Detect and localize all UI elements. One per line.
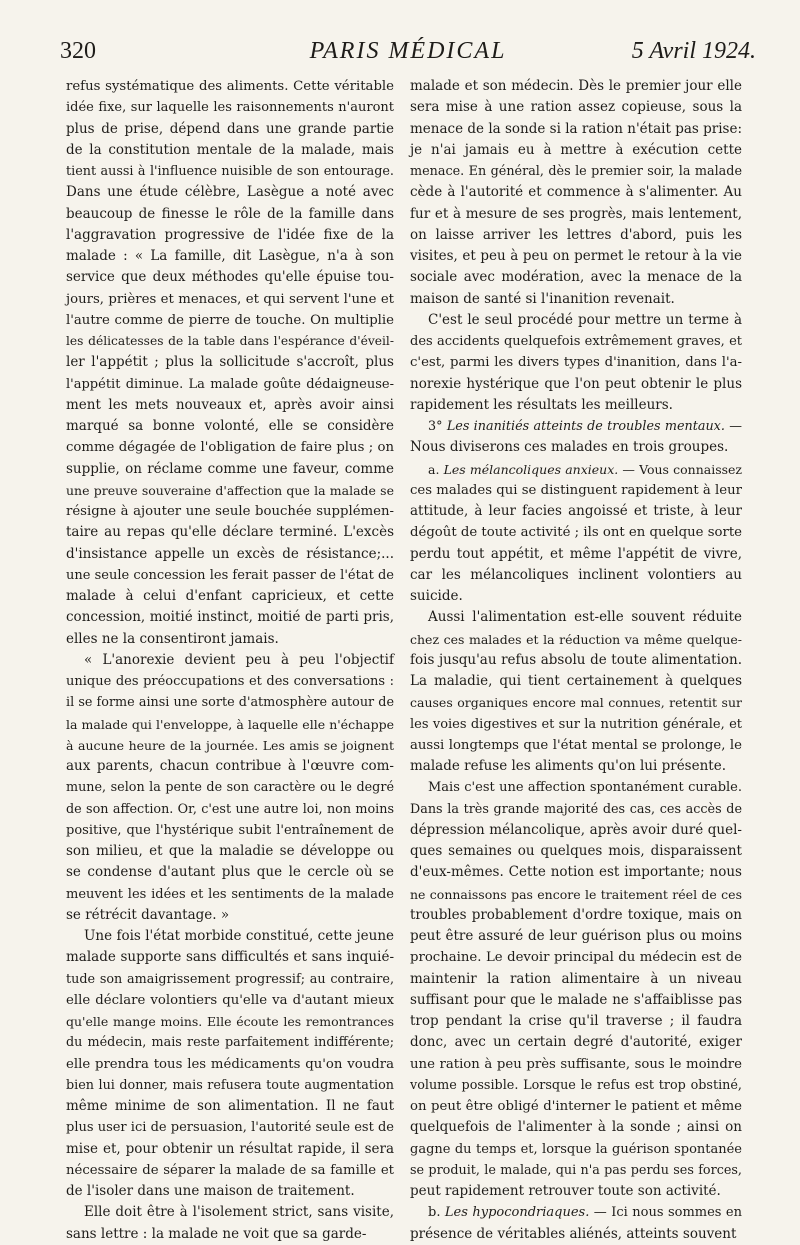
text-line: tient aussi à l'influence nuisible de son entourage. <box>66 164 394 179</box>
text-line: peut rapidement retrouver toute son activité. <box>410 1183 721 1199</box>
text-line: les voies digestives et sur la nutrition générale, et <box>410 716 742 732</box>
text-line: la malade qui l'enveloppe, à laquelle elle n'échappe <box>66 716 394 732</box>
text-line: se rétrécit davantage. » <box>66 906 230 923</box>
text-line: dépression mélancolique, après avoir duré quel- <box>410 821 742 838</box>
text-line: il se forme ainsi une sorte d'atmosphère autour de <box>66 695 394 711</box>
text-line: sociale avec modération, avec la menace de la <box>410 269 742 286</box>
text-line: norexie hystérique que l'on peut obtenir le plus <box>410 375 742 392</box>
text-line: de l'isoler dans une maison de traitement. <box>66 1183 355 1199</box>
text-line: on peut être obligé d'interner le patient et même <box>410 1099 742 1114</box>
text-line: malade et son médecin. Dès le premier jour elle <box>410 78 742 94</box>
text-line: Mais c'est une affection spontanément curable. <box>428 780 742 796</box>
text-line: meuvent les idées et les sentiments de la malade <box>66 886 394 902</box>
text-line: positive, que l'hystérique subit l'entraînement de <box>66 822 394 838</box>
text-line: malade refuse les aliments qu'on lui présente. <box>410 758 727 774</box>
text-line: a. Les mélancoliques anxieux. — Vous connaissez <box>428 461 743 477</box>
text-line: ques semaines ou quelques mois, disparaissent <box>410 843 742 859</box>
text-line: l'autre comme de pierre de touche. On multiplie <box>66 312 394 328</box>
text-line: causes organiques encore mal connues, retentit sur <box>410 695 742 711</box>
text-line: une seule concession les ferait passer de l'état de <box>66 567 394 583</box>
text-line: l'aggravation progressive de l'idée fixe de la <box>66 226 394 243</box>
text-line: maison de santé si l'inanition revenait. <box>410 290 675 307</box>
text-line: Une fois l'état morbide constitué, cette jeune <box>84 928 394 944</box>
text-line: 3° Les inanitiés atteints de troubles mentaux. — <box>428 419 743 434</box>
text-line: dégoût de toute activité ; ils ont en quelque sorte <box>410 525 742 541</box>
text-line: cède à l'autorité et commence à s'alimenter. Au <box>410 184 742 201</box>
text-line: perdu tout appétit, et même l'appétit de vivre, <box>410 545 742 562</box>
text-line: concession, moitié instinct, moitié de parti pris, <box>66 609 394 626</box>
text-line: prochaine. Le devoir principal du médecin est de <box>410 950 742 966</box>
text-line: plus de prise, dépend dans une grande partie <box>66 120 394 137</box>
text-line: à aucune heure de la journée. Les amis se joignent <box>66 737 394 753</box>
text-line: bien lui donner, mais refusera toute augmentation <box>66 1077 394 1093</box>
text-line: tude son amaigrissement progressif; au contraire, <box>66 971 394 987</box>
text-line: de son affection. Or, c'est une autre loi, non moins <box>66 801 394 817</box>
text-line: les délicatesses de la table dans l'espérance d'éveil- <box>66 334 394 348</box>
text-line: c'est, parmi les divers types d'inanition, dans l'a- <box>410 355 742 371</box>
text-line: même minime de son alimentation. Il ne faut <box>66 1098 394 1114</box>
text-line: aux parents, chacun contribue à l'œuvre com- <box>66 758 394 774</box>
right-column <box>410 76 742 1245</box>
text-line: quelquefois de l'alimenter à la sonde ; ainsi on <box>410 1119 742 1136</box>
text-line: d'insistance appelle un excès de résistance;... <box>66 545 394 562</box>
text-line: qu'elle mange moins. Elle écoute les remontrances <box>66 1014 394 1029</box>
text-line: de la constitution mentale de la malade, mais <box>66 141 394 158</box>
text-line: une preuve souveraine d'affection que la malade se <box>66 482 394 498</box>
text-line: peut être assuré de leur guérison plus ou moins <box>410 928 742 944</box>
text-line: taire au repas qu'elle déclare terminé. L'excès <box>66 524 394 541</box>
text-line: donc, avec un certain degré d'autorité, exiger <box>410 1034 742 1051</box>
text-line: fur et à mesure de ses progrès, mais lentement, <box>410 205 742 222</box>
text-line: son milieu, et que la maladie se développe ou <box>66 843 394 859</box>
text-line: elle déclare volontiers qu'elle va d'autant mieux <box>66 992 394 1008</box>
text-line: se condense d'autant plus que le cercle où se <box>66 864 394 881</box>
text-line: Dans la très grande majorité des cas, ces accès de <box>410 801 742 817</box>
text-line: je n'ai jamais eu à mettre à exécution cette <box>410 141 742 158</box>
text-line: ne connaissons pas encore le traitement réel de ces <box>410 886 742 902</box>
text-line: trop pendant la crise qu'il traverse ; il faudra <box>410 1013 742 1029</box>
text-line: présence de véritables aliénés, atteints souvent <box>410 1225 737 1242</box>
text-line: Nous diviserons ces malades en trois groupes. <box>410 439 729 456</box>
running-header <box>60 38 756 68</box>
journal-title: PARIS MÉDICAL <box>309 38 507 64</box>
text-line: gagne du temps et, lorsque la guérison spontanée <box>410 1141 742 1157</box>
text-line: Aussi l'alimentation est-elle souvent réduite <box>428 609 742 626</box>
text-line: C'est le seul procédé pour mettre un terme à <box>428 311 742 328</box>
text-line: b. Les hypocondriaques. — Ici nous sommes en <box>428 1205 742 1221</box>
text-line: maintenir la ration alimentaire à un niveau <box>410 970 742 987</box>
text-line: mune, selon la pente de son caractère ou le degré <box>66 780 394 796</box>
left-column <box>66 76 394 1245</box>
page-number: 320 <box>60 38 96 64</box>
text-line: d'eux-mêmes. Cette notion est importante; nous <box>410 864 742 881</box>
text-line: malade à celui d'enfant capricieux, et cette <box>66 588 394 604</box>
text-line: menace de la sonde si la ration n'était pas prise: <box>410 120 742 137</box>
text-line: volume possible. Lorsque le refus est trop obstiné, <box>410 1077 742 1093</box>
text-line: unique des préoccupations et des conversations : <box>66 674 394 689</box>
text-line: troubles probablement d'ordre toxique, mais on <box>410 906 742 923</box>
text-line: rapidement les résultats les meilleurs. <box>410 396 673 413</box>
text-line: La maladie, qui tient certainement à quelques <box>410 673 742 689</box>
text-line: visites, et peu à peu on permet le retour à la vie <box>410 248 742 264</box>
text-line: comme dégagée de l'obligation de faire plus ; on <box>66 440 394 456</box>
text-line: car les mélancoliques inclinent volontiers au <box>410 566 742 583</box>
text-line: ces malades qui se distinguent rapidement à leur <box>410 482 742 498</box>
text-line: « L'anorexie devient peu à peu l'objectif <box>84 651 394 668</box>
text-line: ler l'appétit ; plus la sollicitude s'accroît, plus <box>66 354 394 371</box>
text-line: attitude, à leur facies angoissé et triste, à leur <box>410 503 742 519</box>
text-line: service que deux méthodes qu'elle épuise tou- <box>66 269 394 286</box>
text-line: malade supporte sans difficultés et sans inquié- <box>66 949 394 966</box>
text-line: du médecin, mais reste parfaitement indifférente; <box>66 1035 394 1051</box>
text-line: on laisse arriver les lettres d'abord, puis les <box>410 226 742 243</box>
text-line: des accidents quelquefois extrêmement graves, et <box>410 334 742 349</box>
text-line: suffisant pour que le malade ne s'affaiblisse pas <box>410 991 742 1008</box>
text-line: plus user ici de persuasion, l'autorité seule est de <box>66 1120 394 1136</box>
text-line: nécessaire de séparer la malade de sa famille et <box>66 1162 394 1178</box>
text-line: Dans une étude célèbre, Lasègue a noté avec <box>66 184 394 201</box>
text-line: mise et, pour obtenir un résultat rapide, il sera <box>66 1140 394 1157</box>
text-line: suicide. <box>410 588 463 604</box>
text-line: elle prendra tous les médicaments qu'on voudra <box>66 1056 394 1072</box>
text-line: fois jusqu'au refus absolu de toute alimentation. <box>410 651 742 668</box>
text-line: beaucoup de finesse le rôle de la famille dans <box>66 205 394 222</box>
text-line: menace. En général, dès le premier soir, la malade <box>410 164 742 179</box>
text-line: l'appétit diminue. La malade goûte dédaigneuse- <box>66 376 394 392</box>
text-line: refus systématique des aliments. Cette véritable <box>66 79 394 94</box>
text-line: se produit, le malade, qui n'a pas perdu ses forces, <box>410 1162 742 1178</box>
text-line: une ration à peu près suffisante, sous le moindre <box>410 1056 742 1072</box>
text-line: résigne à ajouter une seule bouchée supplémen- <box>66 504 394 519</box>
text-line: ment les mets nouveaux et, après avoir ainsi <box>66 396 394 413</box>
issue-date: 5 Avril 1924. <box>631 38 756 64</box>
text-line: sera mise à une ration assez copieuse, sous la <box>410 99 742 116</box>
text-line: elles ne la consentiront jamais. <box>66 630 279 647</box>
text-line: supplie, on réclame comme une faveur, comme <box>66 460 394 477</box>
text-line: chez ces malades et la réduction va même quelque- <box>410 631 742 647</box>
text-line: jours, prières et menaces, et qui servent l'une et <box>66 291 394 307</box>
text-line: Elle doit être à l'isolement strict, sans visite, <box>84 1204 394 1221</box>
text-line: sans lettre : la malade ne voit que sa garde- <box>66 1225 367 1242</box>
text-line: aussi longtemps que l'état mental se prolonge, le <box>410 737 742 753</box>
text-line: malade : « La famille, dit Lasègue, n'a à son <box>66 248 394 264</box>
text-line: marqué sa bonne volonté, elle se considère <box>66 418 394 434</box>
text-line: idée fixe, sur laquelle les raisonnements n'auront <box>66 100 394 116</box>
